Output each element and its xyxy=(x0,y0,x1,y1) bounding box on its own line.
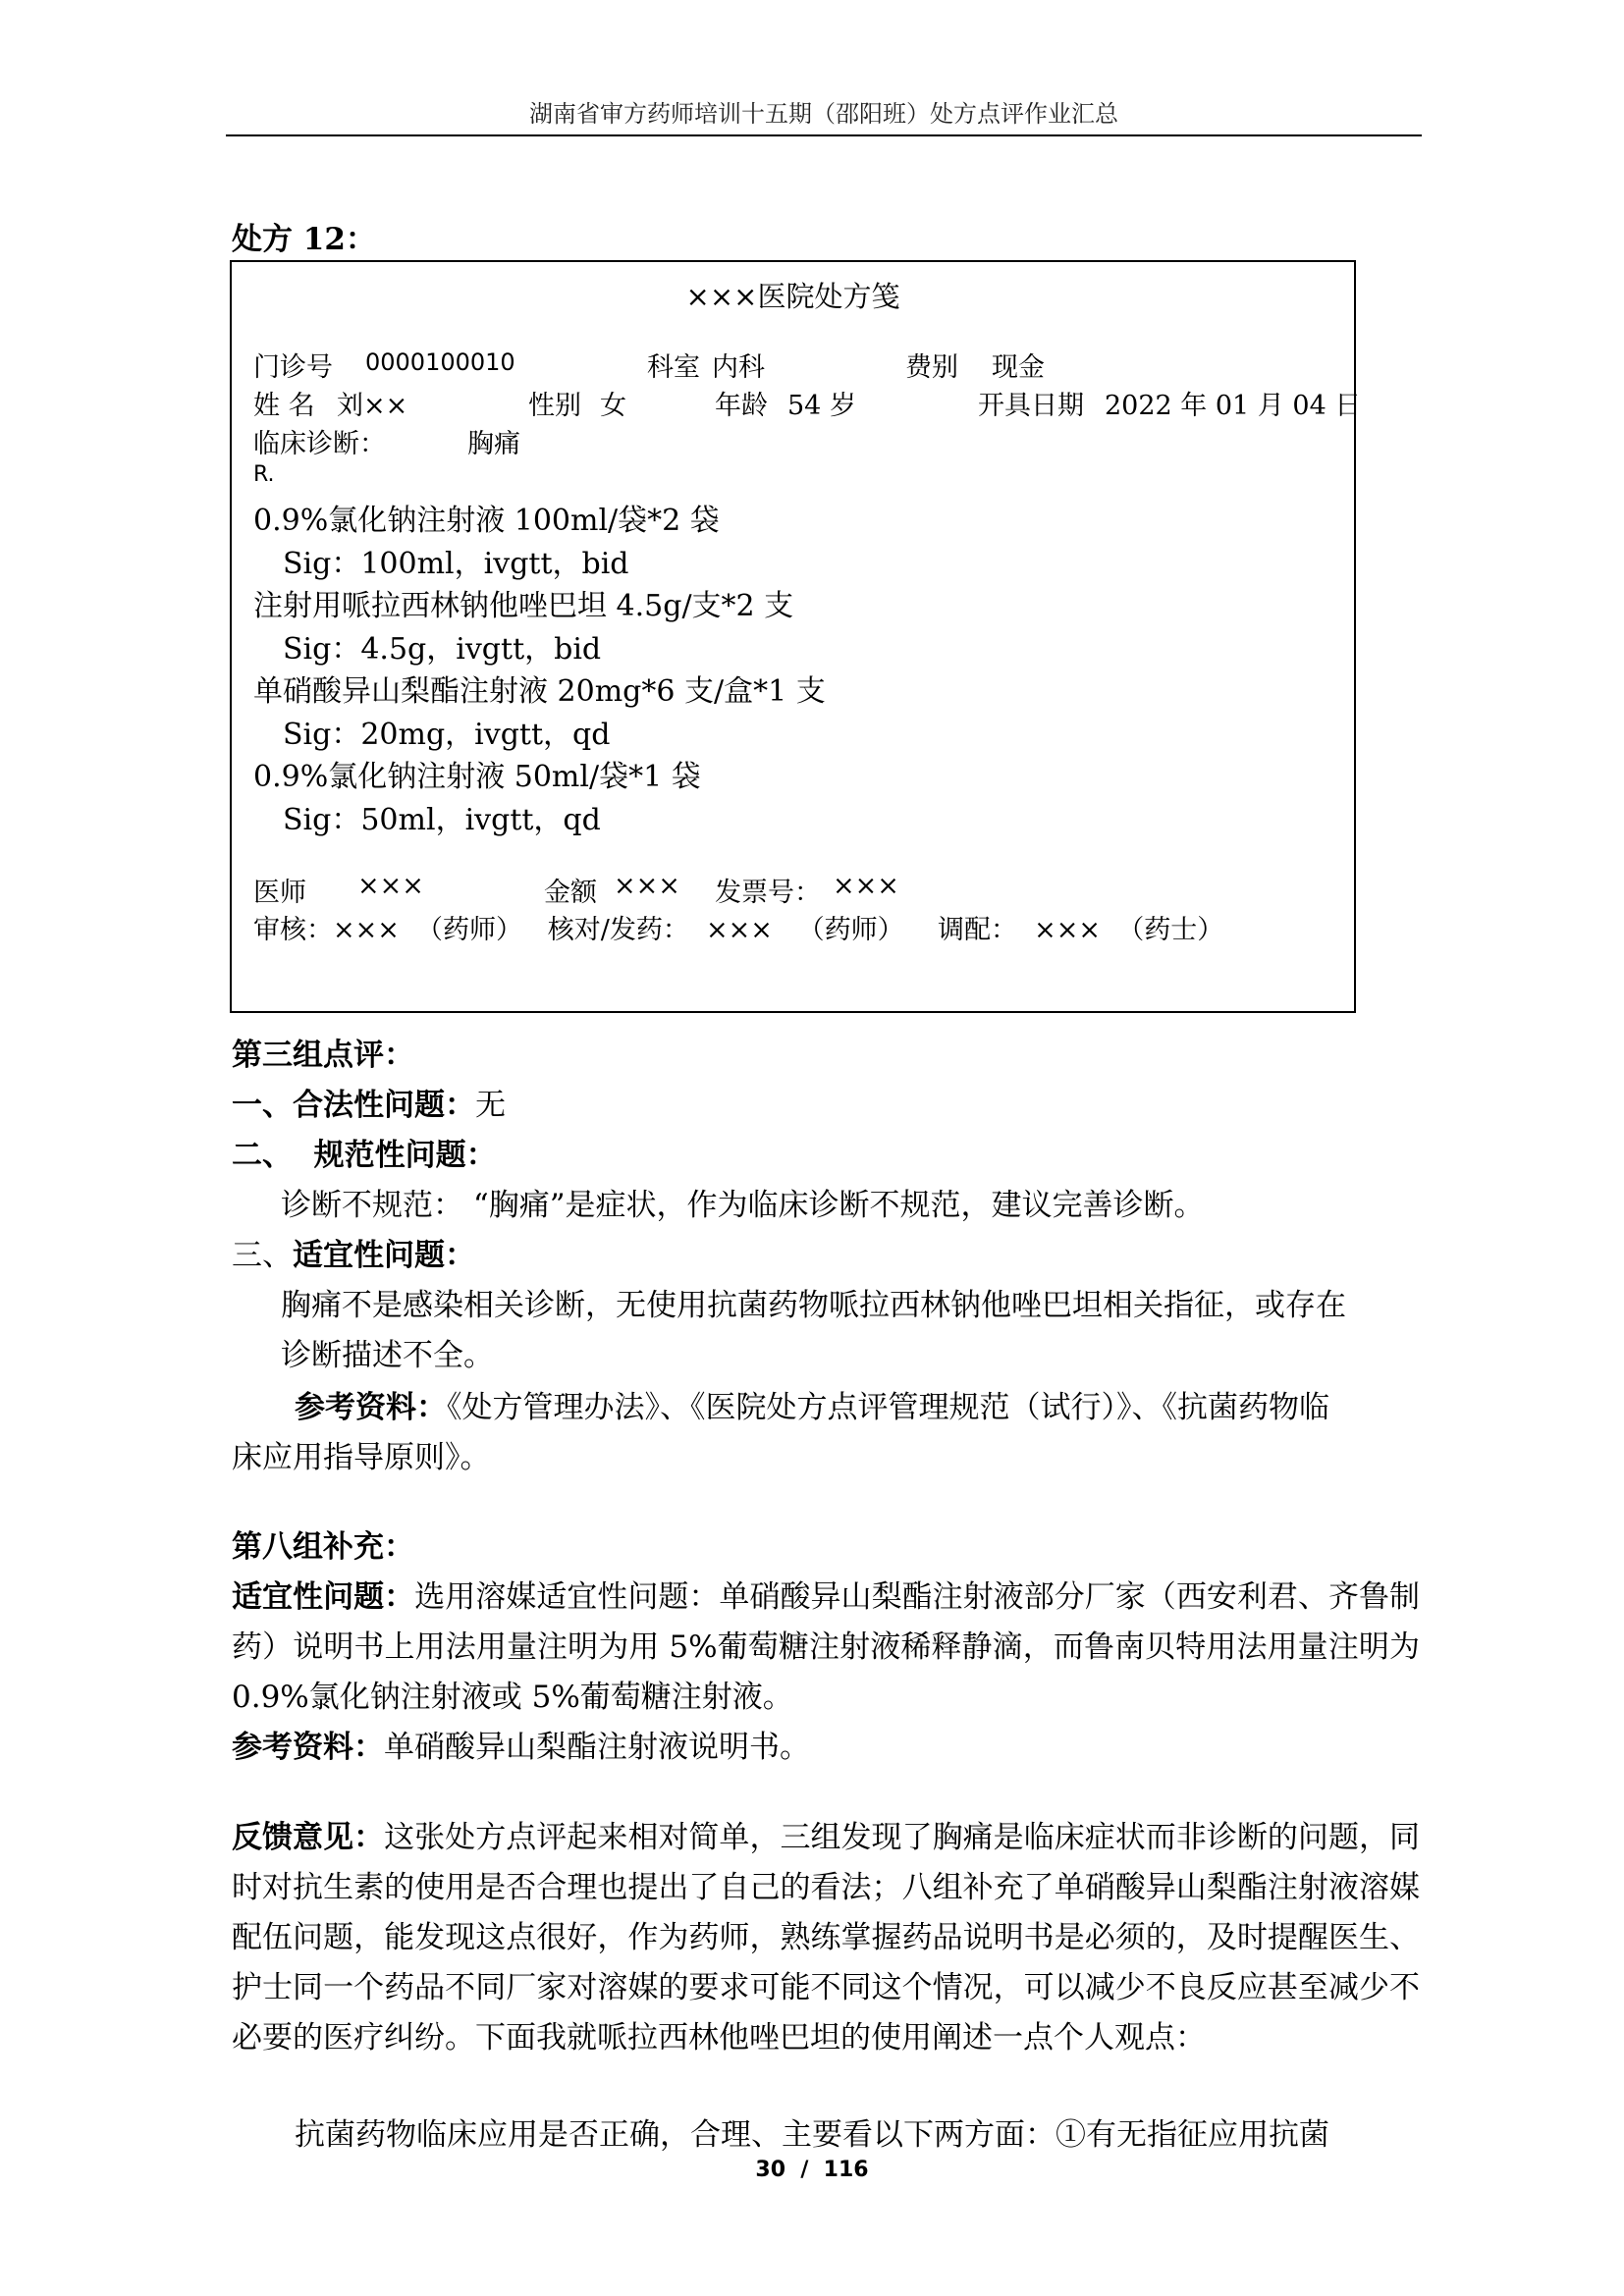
feedback-text: 这张处方点评起来相对简单，三组发现了胸痛是临床症状而非诊断的问题，同时对抗生素的使用是否合理也提出了自己的看法；八组补充了单硝酸异山梨酯注射液溶媒配伍问题，能发现这点很好，作为药师，熟练掌握药品说明书是必须的，及时提醒医生、护士同一个药品不同厂家对溶媒的要求可能不同这个情况，可以减少不良反应甚至减少不必要的医疗纠纷。下面我就哌拉西林他唑巴坦的使用阐述一点个人观点： xyxy=(232,1820,1421,2056)
prescription-box xyxy=(230,260,1362,1013)
norm-text: 诊断不规范： “胸痛”是症状，作为临床诊断不规范，建议完善诊断。 xyxy=(281,1188,1205,1223)
fee: 现金 xyxy=(992,352,1045,383)
drug-name: 单硝酸异山梨酯注射液 20mg*6 支/盒*1 支 xyxy=(253,674,826,709)
age: 54 岁 xyxy=(787,391,856,421)
review8-fit-label: 适宜性问题： xyxy=(232,1579,415,1615)
invoice-label: 发票号： xyxy=(715,878,821,908)
feedback-last-line: 抗菌药物临床应用是否正确，合理、主要看以下两方面：①有无指征应用抗菌 xyxy=(295,2117,1329,2153)
dept: 内科 xyxy=(712,352,765,383)
review8-ref-label: 参考资料： xyxy=(232,1730,384,1765)
age-label: 年龄 xyxy=(715,391,768,421)
fit-prefix: 三、 xyxy=(232,1238,293,1273)
drug-sig: Sig：4.5g，ivgtt，bid xyxy=(283,632,602,667)
patient-name: 刘×× xyxy=(337,391,408,421)
page-header-title: 湖南省审方药师培训十五期（邵阳班）处方点评作业汇总 xyxy=(529,100,1118,128)
drug-name: 0.9%氯化钠注射液 100ml/袋*2 袋 xyxy=(253,504,720,538)
drug-sig: Sig：20mg，ivgtt，qd xyxy=(283,718,611,752)
header-rule xyxy=(226,134,1422,136)
prescription-date: 2022 年 01 月 04 日 xyxy=(1105,391,1362,421)
legal-value: 无 xyxy=(475,1088,506,1123)
prescription-heading: 处方 12： xyxy=(232,222,376,257)
diagnosis-label: 临床诊断： xyxy=(253,429,386,459)
drug-name: 0.9%氯化钠注射液 50ml/袋*1 袋 xyxy=(253,760,701,794)
review8-fit-text: 选用溶媒适宜性问题：单硝酸异山梨酯注射液部分厂家（西安利君、齐鲁制药）说明书上用法用量注明为用 5%葡萄糖注射液稀释静滴，而鲁南贝特用法用量注明为 0.9%氯化钠注射液或 5%葡萄糖注射液。 xyxy=(232,1579,1421,1715)
fee-label: 费别 xyxy=(905,352,958,383)
clinic-no-label: 门诊号 xyxy=(253,352,333,383)
gender: 女 xyxy=(600,391,626,421)
invoice: ××× xyxy=(833,871,899,901)
amount: ××× xyxy=(614,871,680,901)
doctor-label: 医师 xyxy=(253,878,306,908)
review8-ref-text: 单硝酸异山梨酯注射液说明书。 xyxy=(384,1730,810,1765)
fit-text-line1: 胸痛不是感染相关诊断，无使用抗菌药物哌拉西林钠他唑巴坦相关指征，或存在 xyxy=(281,1288,1346,1323)
legal-label: 一、合法性问题： xyxy=(232,1088,475,1123)
date-label: 开具日期 xyxy=(978,391,1084,421)
drug-sig: Sig：100ml，ivgtt，bid xyxy=(283,547,629,581)
name-label: 姓 名 xyxy=(253,391,315,421)
doctor: ××× xyxy=(357,871,424,901)
ref-label: 参考资料： xyxy=(295,1390,447,1425)
review8-heading: 第八组补充： xyxy=(232,1529,414,1565)
diagnosis: 胸痛 xyxy=(467,429,520,459)
review-signature-line: 审核：××× （药师） 核对/发药： ××× （药师） 调配： ××× （药士） xyxy=(253,915,1224,945)
review8-fit xyxy=(232,1573,1420,1723)
prescription-title: ×××医院处方笺 xyxy=(685,280,900,313)
fit-label: 适宜性问题： xyxy=(293,1238,475,1273)
rx-mark: R. xyxy=(253,462,275,487)
feedback xyxy=(232,1813,1420,2063)
feedback-label: 反馈意见： xyxy=(232,1820,385,1855)
clinic-no: 0000100010 xyxy=(365,348,515,376)
drug-sig: Sig：50ml，ivgtt，qd xyxy=(283,803,601,837)
amount-label: 金额 xyxy=(544,878,597,908)
review3-ref xyxy=(295,1383,1329,1433)
dept-label: 科室 xyxy=(647,352,700,383)
drug-name: 注射用哌拉西林钠他唑巴坦 4.5g/支*2 支 xyxy=(253,589,794,623)
review8-ref xyxy=(232,1723,810,1773)
norm-label: 二、 规范性问题： xyxy=(232,1138,497,1173)
review3-heading: 第三组点评： xyxy=(232,1038,414,1073)
review3-legal xyxy=(232,1081,506,1131)
gender-label: 性别 xyxy=(528,391,581,421)
ref-text-line2: 床应用指导原则》。 xyxy=(232,1440,491,1475)
page-number: 30 / 116 xyxy=(755,2158,869,2182)
review3-fit xyxy=(232,1231,475,1281)
fit-text-line2: 诊断描述不全。 xyxy=(281,1338,494,1373)
ref-text-line1: 《处方管理办法》、《医院处方点评管理规范（试行）》、《抗菌药物临 xyxy=(447,1390,1329,1425)
